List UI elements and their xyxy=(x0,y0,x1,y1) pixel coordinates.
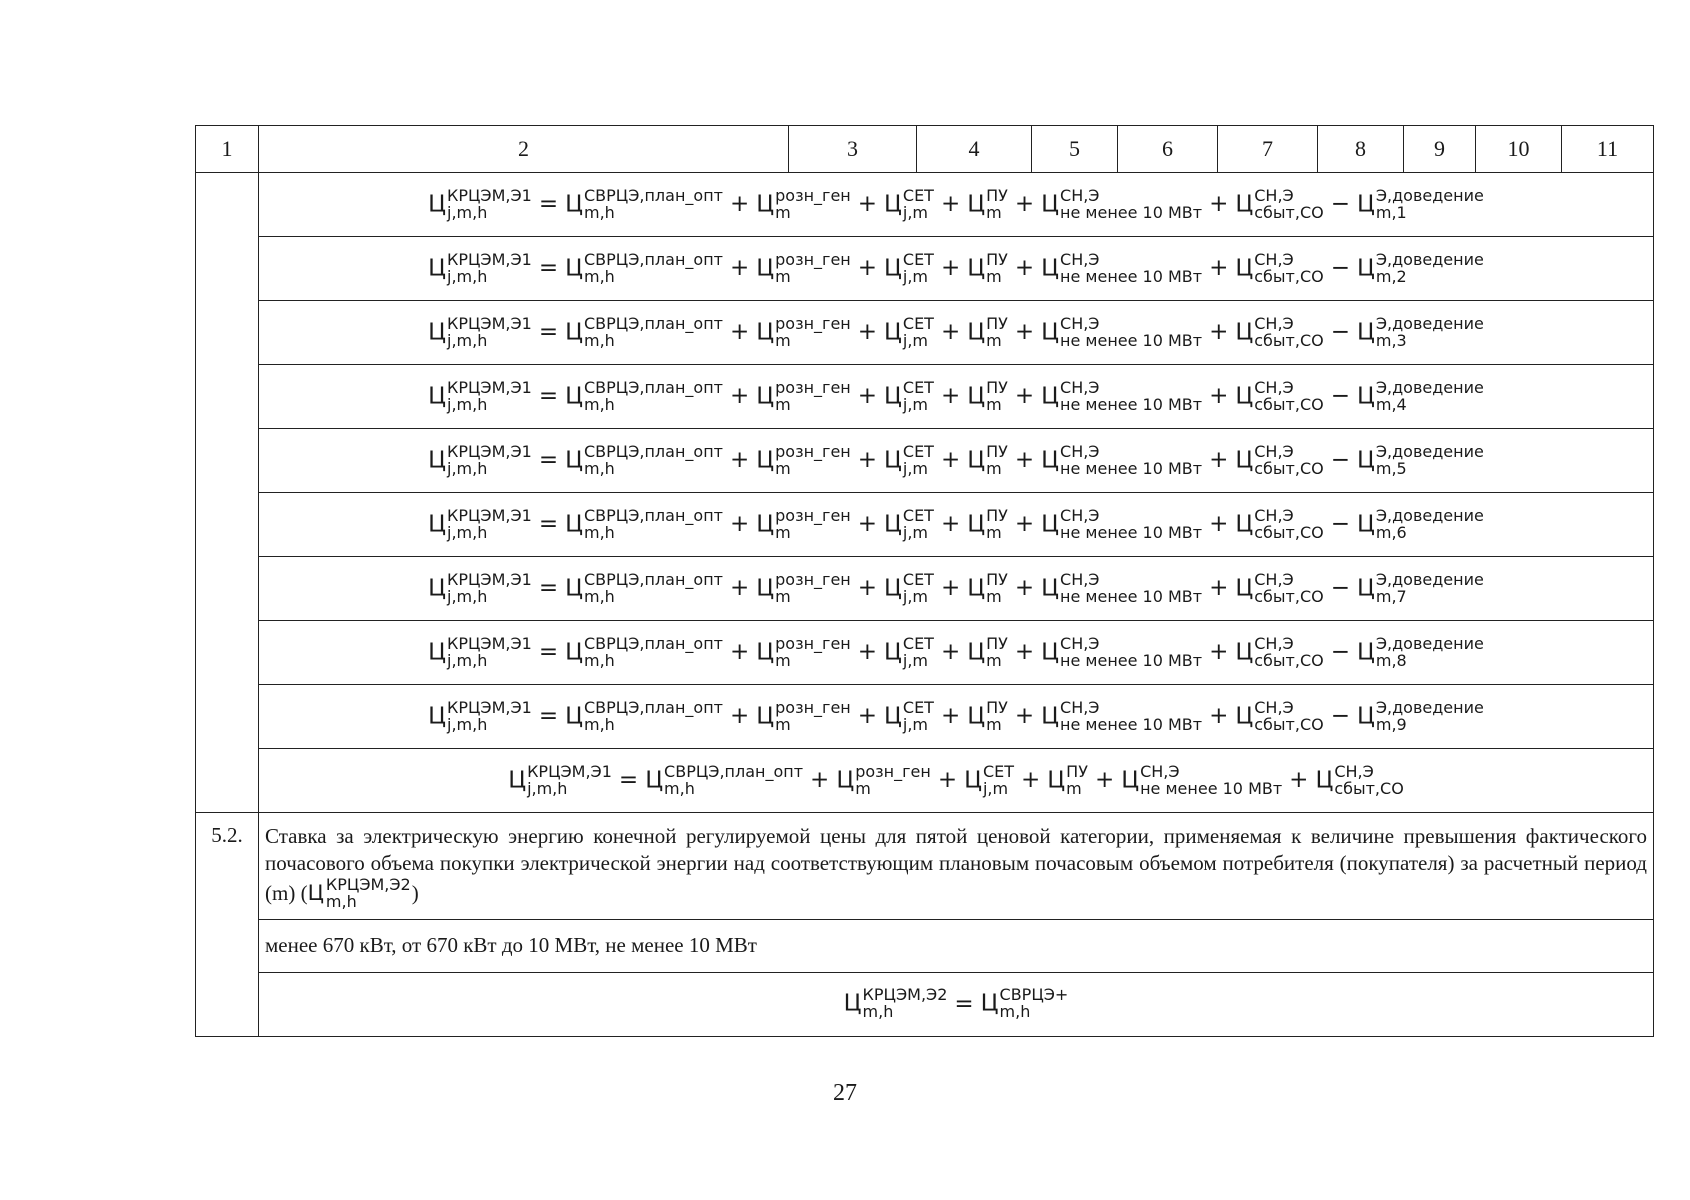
formula-term: Ц СВРЦЭ,план_опт m,h xyxy=(565,505,723,542)
formula-cell xyxy=(259,493,1654,557)
formula: Ц КРЦЭМ,Э1 j,m,h = Ц СВРЦЭ,план_опт m,h + Ц розн_ген m + Ц СЕТ j,m + Ц ПУ m + Ц СН,Э не менее 10 МВт + Ц СН,Э сбыт,СО xyxy=(508,761,1404,798)
formula-row xyxy=(196,621,1654,685)
formula-cell xyxy=(259,429,1654,493)
formula-term: Ц КРЦЭМ,Э1 j,m,h xyxy=(428,313,532,350)
header-cell: 11 xyxy=(1562,126,1654,173)
formula-term: Ц Э,доведение m,5 xyxy=(1357,441,1484,478)
formula-term: Ц Э,доведение m,4 xyxy=(1357,377,1484,414)
formula-term: Ц СН,Э сбыт,СО xyxy=(1235,313,1324,350)
formula-term: Ц СН,Э не менее 10 МВт xyxy=(1041,633,1203,670)
header-cell: 4 xyxy=(917,126,1032,173)
formula-row xyxy=(196,301,1654,365)
formula-term: Ц КРЦЭМ,Э1 j,m,h xyxy=(508,761,612,798)
formula-cell: Ц КРЦЭМ,Э2 m,h = Ц СВРЦЭ+ m,h xyxy=(259,972,1654,1036)
formula-row xyxy=(196,557,1654,621)
formula-term: Ц СЕТ j,m xyxy=(884,569,934,606)
formula-term: Ц СН,Э не менее 10 МВт xyxy=(1041,313,1203,350)
formula-term: Ц ПУ m xyxy=(967,185,1008,222)
formula: Ц КРЦЭМ,Э1 j,m,h = Ц СВРЦЭ,план_опт m,h + Ц розн_ген m + Ц СЕТ j,m + Ц ПУ m + Ц СН,Э не менее 10 МВт + Ц СН,Э сбыт,СО − Ц Э,доведение m,9 xyxy=(428,697,1484,734)
formula-term: Ц СЕТ j,m xyxy=(884,249,934,286)
formula-term: Ц СЕТ j,m xyxy=(884,505,934,542)
section-number: 5.2. xyxy=(196,813,259,1037)
formula-row xyxy=(196,685,1654,749)
formula-term: Ц розн_ген m xyxy=(756,633,851,670)
formula-term: Ц ПУ m xyxy=(1047,761,1088,798)
formula: Ц КРЦЭМ,Э1 j,m,h = Ц СВРЦЭ,план_опт m,h + Ц розн_ген m + Ц СЕТ j,m + Ц ПУ m + Ц СН,Э не менее 10 МВт + Ц СН,Э сбыт,СО − Ц Э,доведение m,6 xyxy=(428,505,1484,542)
formula-term: Ц розн_ген m xyxy=(756,505,851,542)
formula-term: Ц СВРЦЭ,план_опт m,h xyxy=(565,377,723,414)
formula: Ц КРЦЭМ,Э1 j,m,h = Ц СВРЦЭ,план_опт m,h + Ц розн_ген m + Ц СЕТ j,m + Ц ПУ m + Ц СН,Э не менее 10 МВт + Ц СН,Э сбыт,СО − Ц Э,доведение m,2 xyxy=(428,249,1484,286)
formula-term: Ц Э,доведение m,2 xyxy=(1357,249,1484,286)
page-number: 27 xyxy=(833,1080,857,1106)
formula: Ц КРЦЭМ,Э1 j,m,h = Ц СВРЦЭ,план_опт m,h + Ц розн_ген m + Ц СЕТ j,m + Ц ПУ m + Ц СН,Э не менее 10 МВт + Ц СН,Э сбыт,СО − Ц Э,доведение m,7 xyxy=(428,569,1484,606)
formula-term: Ц СВРЦЭ,план_опт m,h xyxy=(565,185,723,222)
formula-row xyxy=(196,972,1654,1036)
header-cell: 2 xyxy=(259,126,789,173)
tariff-table xyxy=(195,125,1654,1037)
row-number-cell xyxy=(196,173,259,813)
formula-cell xyxy=(259,557,1654,621)
formula-term: Ц СВРЦЭ,план_опт m,h xyxy=(565,249,723,286)
formula-term: Ц розн_ген m xyxy=(756,441,851,478)
formula-term: Ц СВРЦЭ,план_опт m,h xyxy=(565,697,723,734)
formula-term: Ц розн_ген m xyxy=(756,569,851,606)
formula-term: Ц СН,Э не менее 10 МВт xyxy=(1121,761,1283,798)
header-cell: 6 xyxy=(1118,126,1218,173)
formula-term: Ц СН,Э не менее 10 МВт xyxy=(1041,441,1203,478)
formula: Ц КРЦЭМ,Э1 j,m,h = Ц СВРЦЭ,план_опт m,h + Ц розн_ген m + Ц СЕТ j,m + Ц ПУ m + Ц СН,Э не менее 10 МВт + Ц СН,Э сбыт,СО − Ц Э,доведение m,3 xyxy=(428,313,1484,350)
formula-term: Ц ПУ m xyxy=(967,313,1008,350)
formula-term: Ц СЕТ j,m xyxy=(884,185,934,222)
formula-term: Ц СВРЦЭ,план_опт m,h xyxy=(565,441,723,478)
header-cell: 7 xyxy=(1218,126,1318,173)
formula-term: Ц СН,Э сбыт,СО xyxy=(1235,249,1324,286)
formula-term: Ц СН,Э не менее 10 МВт xyxy=(1041,505,1203,542)
formula-term: Ц розн_ген m xyxy=(756,313,851,350)
formula-term: Ц ПУ m xyxy=(967,377,1008,414)
formula-term: Ц розн_ген m xyxy=(756,249,851,286)
formula-term: Ц ПУ m xyxy=(967,441,1008,478)
formula: Ц КРЦЭМ,Э1 j,m,h = Ц СВРЦЭ,план_опт m,h + Ц розн_ген m + Ц СЕТ j,m + Ц ПУ m + Ц СН,Э не менее 10 МВт + Ц СН,Э сбыт,СО − Ц Э,доведение m,8 xyxy=(428,633,1484,670)
formula-term: Ц СН,Э не менее 10 МВт xyxy=(1041,377,1203,414)
section-row xyxy=(196,813,1654,920)
header-cell: 3 xyxy=(789,126,917,173)
formula-term: Ц КРЦЭМ,Э1 j,m,h xyxy=(428,697,532,734)
formula-term: Ц СВРЦЭ,план_опт m,h xyxy=(645,761,804,798)
header-cell: 5 xyxy=(1032,126,1118,173)
formula-term: Ц СН,Э сбыт,СО xyxy=(1235,505,1324,542)
formula-term: Ц Э,доведение m,6 xyxy=(1357,505,1484,542)
formula-term: Ц Э,доведение m,3 xyxy=(1357,313,1484,350)
formula-term: Ц СН,Э сбыт,СО xyxy=(1235,633,1324,670)
formula-term: Ц ПУ m xyxy=(967,633,1008,670)
formula-cell xyxy=(259,621,1654,685)
formula-cell xyxy=(259,749,1654,813)
formula-term: Ц СВРЦЭ,план_опт m,h xyxy=(565,313,723,350)
formula-term: Ц ПУ m xyxy=(967,697,1008,734)
formula: Ц КРЦЭМ,Э1 j,m,h = Ц СВРЦЭ,план_опт m,h + Ц розн_ген m + Ц СЕТ j,m + Ц ПУ m + Ц СН,Э не менее 10 МВт + Ц СН,Э сбыт,СО − Ц Э,доведение m,1 xyxy=(428,185,1484,222)
section-text: Ставка за электрическую энергию конечной регулируемой цены для пятой ценовой категории, применяемая к величине превышения фактического почасового объема покупки электрической энергии над соответствующим плановым почасовым объемом потребителя (покупателя) за расчетный период (m) (Ц КРЦЭМ,Э2 m,h ) xyxy=(259,813,1654,920)
formula-term: Ц СЕТ j,m xyxy=(884,633,934,670)
formula-row xyxy=(196,237,1654,301)
formula-row xyxy=(196,365,1654,429)
formula-term: Ц Э,доведение m,7 xyxy=(1357,569,1484,606)
header-cell: 10 xyxy=(1476,126,1562,173)
category-row xyxy=(196,919,1654,972)
header-row xyxy=(196,126,1654,173)
header-cell: 1 xyxy=(196,126,259,173)
formula-term: Ц КРЦЭМ,Э1 j,m,h xyxy=(428,377,532,414)
formula-term: Ц ПУ m xyxy=(967,569,1008,606)
formula-term: Ц розн_ген m xyxy=(756,185,851,222)
formula-term: Ц розн_ген m xyxy=(756,377,851,414)
formula-term: Ц СН,Э не менее 10 МВт xyxy=(1041,185,1203,222)
formula-term: Ц СЕТ j,m xyxy=(884,441,934,478)
formula-term: Ц СЕТ j,m xyxy=(964,761,1015,798)
formula-term: Ц СН,Э не менее 10 МВт xyxy=(1041,569,1203,606)
header-cell: 9 xyxy=(1404,126,1476,173)
formula-term: Ц СЕТ j,m xyxy=(884,697,934,734)
formula-term: Ц СЕТ j,m xyxy=(884,377,934,414)
formula-term: Ц КРЦЭМ,Э1 j,m,h xyxy=(428,505,532,542)
formula-row xyxy=(196,493,1654,557)
formula-row xyxy=(196,173,1654,237)
formula-term: Ц СН,Э не менее 10 МВт xyxy=(1041,697,1203,734)
formula-row xyxy=(196,749,1654,813)
category-text: менее 670 кВт, от 670 кВт до 10 МВт, не менее 10 МВт xyxy=(259,919,1654,972)
formula-term: Ц СН,Э сбыт,СО xyxy=(1235,697,1324,734)
formula-term: Ц СВРЦЭ,план_опт m,h xyxy=(565,633,723,670)
formula-term: Ц СВРЦЭ,план_опт m,h xyxy=(565,569,723,606)
formula-cell xyxy=(259,301,1654,365)
formula-term: Ц СН,Э сбыт,СО xyxy=(1235,185,1324,222)
header-cell: 8 xyxy=(1318,126,1404,173)
formula-cell xyxy=(259,237,1654,301)
formula-term: Ц розн_ген m xyxy=(756,697,851,734)
formula-term: Ц Э,доведение m,1 xyxy=(1357,185,1484,222)
formula-term: Ц СН,Э сбыт,СО xyxy=(1235,569,1324,606)
formula-term: Ц Э,доведение m,8 xyxy=(1357,633,1484,670)
formula-term: Ц КРЦЭМ,Э1 j,m,h xyxy=(428,249,532,286)
formula-row xyxy=(196,429,1654,493)
formula: Ц КРЦЭМ,Э1 j,m,h = Ц СВРЦЭ,план_опт m,h + Ц розн_ген m + Ц СЕТ j,m + Ц ПУ m + Ц СН,Э не менее 10 МВт + Ц СН,Э сбыт,СО − Ц Э,доведение m,5 xyxy=(428,441,1484,478)
formula-term: Ц ПУ m xyxy=(967,249,1008,286)
formula-term: Ц СЕТ j,m xyxy=(884,313,934,350)
formula-cell xyxy=(259,173,1654,237)
formula-term: Ц СН,Э сбыт,СО xyxy=(1235,377,1324,414)
formula: Ц КРЦЭМ,Э1 j,m,h = Ц СВРЦЭ,план_опт m,h + Ц розн_ген m + Ц СЕТ j,m + Ц ПУ m + Ц СН,Э не менее 10 МВт + Ц СН,Э сбыт,СО − Ц Э,доведение m,4 xyxy=(428,377,1484,414)
formula-term: Ц СН,Э сбыт,СО xyxy=(1315,761,1404,798)
formula-term: Ц КРЦЭМ,Э1 j,m,h xyxy=(428,441,532,478)
formula-term: Ц КРЦЭМ,Э1 j,m,h xyxy=(428,569,532,606)
formula-term: Ц розн_ген m xyxy=(836,761,931,798)
formula-term: Ц КРЦЭМ,Э1 j,m,h xyxy=(428,185,532,222)
formula-cell xyxy=(259,365,1654,429)
formula-term: Ц Э,доведение m,9 xyxy=(1357,697,1484,734)
formula-cell xyxy=(259,685,1654,749)
formula-term: Ц КРЦЭМ,Э1 j,m,h xyxy=(428,633,532,670)
formula-term: Ц СН,Э не менее 10 МВт xyxy=(1041,249,1203,286)
formula-term: Ц СН,Э сбыт,СО xyxy=(1235,441,1324,478)
formula-term: Ц ПУ m xyxy=(967,505,1008,542)
